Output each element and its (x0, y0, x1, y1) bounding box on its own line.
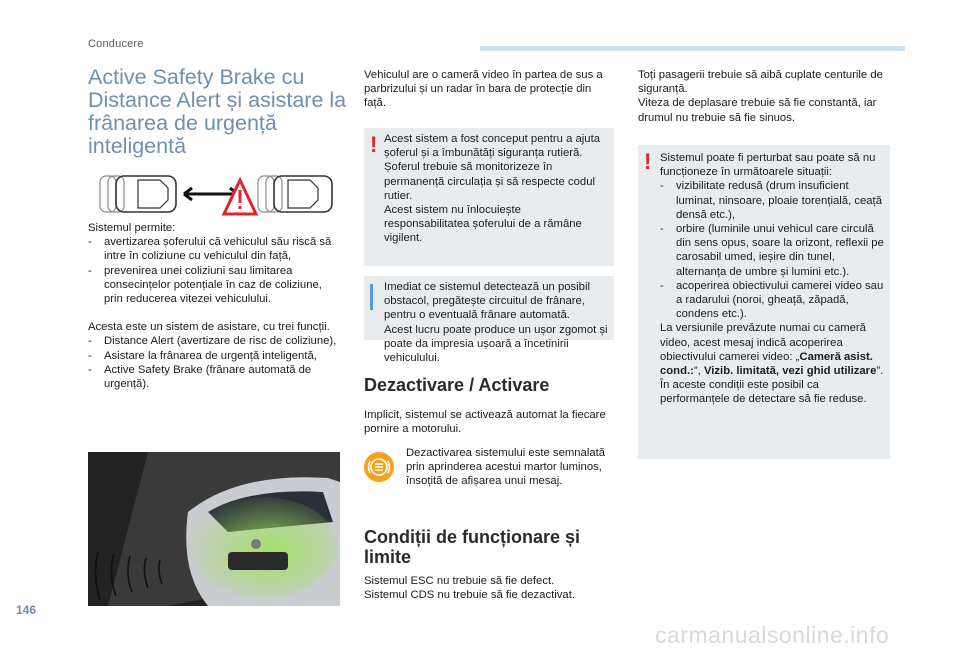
list-item: - vizibilitate redusă (drum insuficient luminat, ninsoare, ploaie torențială, ceață densă etc.), (660, 179, 884, 222)
brand-logo-icon (251, 539, 261, 549)
camera-intro: Vehiculul are o cameră video în partea de sus a parbrizului și un radar în bara de protecție din față. (364, 69, 603, 110)
warning-icon: ! (644, 149, 652, 174)
header-bar (480, 46, 905, 51)
warning-triangle-icon (224, 180, 256, 214)
info-note (364, 276, 614, 365)
list-item: - avertizarea șoferului că vehiculul său riscă să intre în coliziune cu vehiculul din față, (88, 235, 338, 263)
col1-text (88, 221, 338, 391)
situations-list (660, 179, 884, 321)
conditions-heading: Condiții de funcționare și limite (364, 527, 581, 567)
page-title: Active Safety Brake cu Distance Alert și asistare la frânarea de urgență inteligentă (88, 65, 347, 158)
list-item: - prevenirea unei coliziuni sau limitarea consecințelor potențiale în caz de coliziune, prin reducerea vitezei vehiculului. (88, 264, 338, 307)
list-item: - Active Safety Brake (frânare automată de urgență). (88, 363, 338, 391)
brake-warning-icon (364, 452, 394, 482)
rear-car-icon (100, 176, 176, 212)
limits-warning-note (638, 145, 890, 459)
front-car-icon (258, 176, 332, 212)
functions-intro: Acesta este un sistem de asistare, cu trei funcții. (88, 321, 330, 334)
car-photo (88, 452, 340, 606)
info-text: Imediat ce sistemul detectează un posibil obstacol, pregătește circuitul de frânare, pentru o eventuală frânare automată. Acest lucru poate produce un ușor zgomot și poate da impresia ușoară a încetinirii vehiculului. (384, 281, 608, 365)
section-label: Conducere (88, 38, 144, 50)
list-item: - orbire (luminile unui vehicul care circulă din sens opus, soare la orizont, reflexii pe carosabil umed, ieșire din tunel, alternanța de umbre și lumini etc.). (660, 222, 884, 279)
warning-icon: ! (370, 132, 378, 157)
info-icon (370, 284, 373, 310)
watermark: carmanualsonline.info (655, 622, 890, 648)
message-mid: ”, (693, 365, 704, 378)
message-post: ”. (876, 365, 884, 378)
list-item: - Distance Alert (avertizare de risc de coliziune), (88, 334, 338, 348)
col3-intro: Toți pasagerii trebuie să aibă cuplate centurile de siguranță. Viteza de deplasare trebuie să fie constantă, iar drumul nu trebuie să fie sinuos. (638, 69, 883, 124)
warning-note (364, 128, 614, 266)
functions-list (88, 334, 338, 391)
camera-message (660, 321, 884, 378)
conditions-text: Sistemul ESC nu trebuie să fie defect. Sistemul CDS nu trebuie să fie dezactivat. (364, 575, 575, 602)
message-visibility: Vizib. limitată, vezi ghid utilizare (703, 365, 877, 378)
deactivation-text: Implicit, sistemul se activează automat la fiecare pornire a motorului. (364, 409, 606, 436)
collision-diagram (88, 170, 338, 220)
limits-intro: Sistemul poate fi perturbat sau poate să nu funcționeze în următoarele situații: (660, 152, 876, 179)
col2-intro (364, 68, 609, 111)
permits-intro: Sistemul permite: (88, 222, 176, 234)
deactivation-heading: Dezactivare / Activare (364, 375, 550, 395)
page-number: 146 (16, 603, 37, 617)
performance-note: În aceste condiții este posibil ca performanțele de detectare să fie reduse. (660, 379, 867, 406)
list-item: - Asistare la frânarea de urgență inteligentă, (88, 349, 338, 363)
list-item: - acoperirea obiectivului camerei video sau a radarului (noroi, gheață, zăpadă, condens etc.). (660, 279, 884, 322)
brake-symbol-icon (364, 452, 394, 482)
warning-text: Acest sistem a fost conceput pentru a ajuta șoferul și a îmbunătăți siguranța rutieră. Șoferul trebuie să monitorizeze în permanență circulația și să respecte codul rutier. Acest sistem nu înlocuiește responsabilitatea șoferului de a rămâne vigilent. (384, 133, 601, 245)
message-camera: Cameră asist. cond.: (660, 350, 873, 378)
indicator-text: Dezactivarea sistemului este semnalată prin aprinderea acestui martor luminos, însoțită de afișarea unui mesaj. (406, 447, 606, 488)
permits-list (88, 235, 338, 306)
message-pre: La versiunile prevăzute numai cu cameră video, acest mesaj indică acoperirea obiectivului camerei video: „ (660, 322, 866, 363)
